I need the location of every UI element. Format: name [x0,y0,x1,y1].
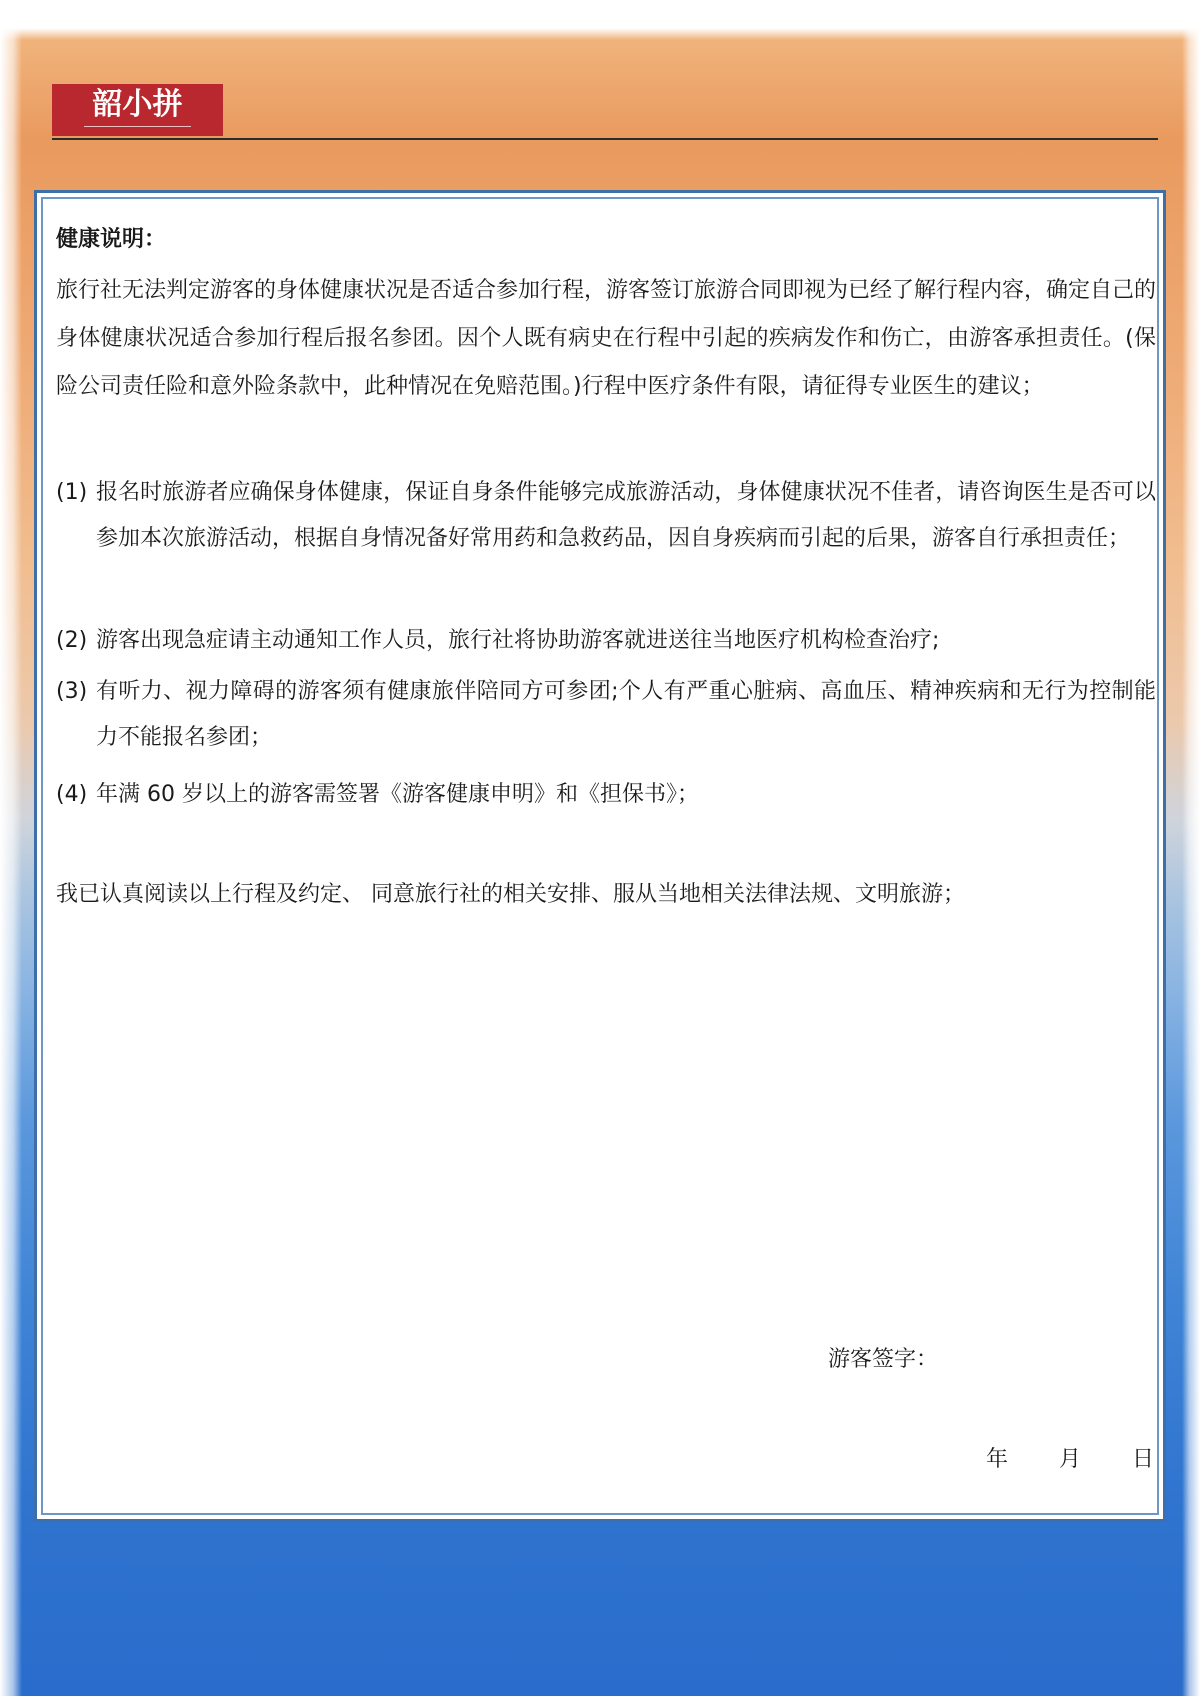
brand-logo-text: 韶小拼 [92,87,183,122]
page-edge-right [1182,0,1200,1696]
list-item-text: 年满 60 岁以上的游客需签署《游客健康申明》和《担保书》； [96,782,699,807]
list-item-text: 游客出现急症请主动通知工作人员，旅行社将协助游客就进送往当地医疗机构检查治疗; [96,628,940,653]
agreement-statement: 我已认真阅读以上行程及约定、 同意旅行社的相关安排、服从当地相关法律法规、文明旅游； [56,882,965,907]
section-heading: 健康说明： [56,227,167,252]
date-day-label: 日 [1132,1447,1155,1472]
list-item [56,772,1156,818]
signature-label: 游客签字： [828,1347,939,1372]
brand-logo-underline [84,126,191,131]
list-item-number: (4) [56,782,88,807]
list-item-number: (3) [56,679,88,704]
intro-paragraph: 旅行社无法判定游客的身体健康状况是否适合参加行程，游客签订旅游合同即视为已经了解行程内容，确定自己的身体健康状况适合参加行程后报名参团。因个人既有病史在行程中引起的疾病发作和伤亡，由游客承担责任。(保险公司责任险和意外险条款中，此种情况在免赔范围。)行程中医疗条件有限，请征得专业医生的建议； [56,278,1157,399]
list-item-number: (2) [56,628,88,653]
list-item [56,618,1156,664]
date-year-label: 年 [986,1447,1009,1472]
header-divider [52,138,1158,140]
list-item-number: (1) [56,480,88,505]
list-item-text: 有听力、视力障碍的游客须有健康旅伴陪同方可参团;个人有严重心脏病、高血压、精神疾病和无行为控制能力不能报名参团； [96,679,1156,750]
date-month-label: 月 [1059,1447,1082,1472]
page-edge-left [0,0,22,1696]
brand-logo [52,84,223,136]
list-item [56,669,1156,761]
list-item-text: 报名时旅游者应确保身体健康，保证自身条件能够完成旅游活动，身体健康状况不佳者，请咨询医生是否可以参加本次旅游活动，根据自身情况备好常用药和急救药品，因自身疾病而引起的后果，游客自行承担责任； [96,480,1156,551]
list-item [56,470,1156,562]
